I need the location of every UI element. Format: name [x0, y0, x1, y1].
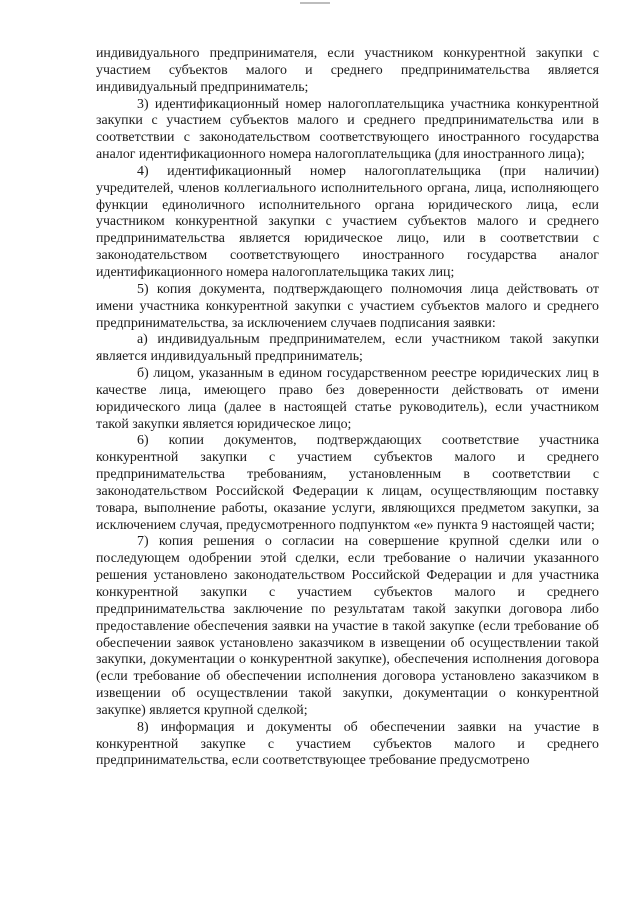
paragraph-item-5: 5) копия документа, подтверждающего полномочия лица действовать от имени участника конкурентной закупки с участием субъектов малого и среднего предпринимательства, за исключением случаев подписания заявки: [96, 281, 599, 331]
paragraph-item-4: 4) идентификационный номер налогоплательщика (при наличии) учредителей, членов коллегиального исполнительного органа, лица, исполняющего функции единоличного исполнительного органа юридического лица, если участником конкурентной закупки с участием субъектов малого и среднего предпринимательства является юридическое лицо, или в соответствии с законодательством соответствующего иностранного государства аналог идентификационного номера налогоплательщика таких лиц; [96, 163, 599, 280]
scan-mark [300, 2, 330, 4]
document-body [96, 46, 599, 770]
paragraph-continuation: индивидуального предпринимателя, если участником конкурентной закупки с участием субъектов малого и среднего предпринимательства является индивидуальный предприниматель; [96, 46, 599, 95]
paragraph-item-7: 7) копия решения о согласии на совершение крупной сделки или о последующем одобрении этой сделки, если требование о наличии указанного решения установлено законодательством Российской Федерации и для участника конкурентной закупки с участием субъектов малого и среднего предпринимательства заключение по результатам такой закупки договора либо предоставление обеспечения заявки на участие в такой закупке (если требование об обеспечении заявок установлено заказчиком в извещении об осуществлении такой закупки, документации о конкурентной закупке), обеспечения исполнения договора (если требование об обеспечении исполнения договора установлено заказчиком в извещении об осуществлении такой закупки, документации о конкурентной закупке) является крупной сделкой; [96, 534, 599, 718]
paragraph-item-6: 6) копии документов, подтверждающих соответствие участника конкурентной закупки с участием субъектов малого и среднего предпринимательства требованиям, установленным в соответствии с законодательством Российской Федерации к лицам, осуществляющим поставку товара, выполнение работы, оказание услуги, являющихся предметом закупки, за исключением случая, предусмотренного подпунктом «е» пункта 9 настоящей части; [96, 433, 599, 533]
paragraph-item-3: 3) идентификационный номер налогоплательщика участника конкурентной закупки с участием субъектов малого и среднего предпринимательства или в соответствии с законодательством соответствующего иностранного государства аналог идентификационного номера налогоплательщика (для иностранного лица); [96, 96, 599, 163]
paragraph-item-8: 8) информация и документы об обеспечении заявки на участие в конкурентной закупке с участием субъектов малого и среднего предпринимательства, если соответствующее требование предусмотрено [96, 719, 599, 769]
paragraph-item-5a: а) индивидуальным предпринимателем, если участником такой закупки является индивидуальный предприниматель; [96, 332, 599, 365]
paragraph-item-5b: б) лицом, указанным в едином государственном реестре юридических лиц в качестве лица, имеющего право без доверенности действовать от имени юридического лица (далее в настоящей статье руководитель), если участником такой закупки является юридическое лицо; [96, 366, 599, 432]
